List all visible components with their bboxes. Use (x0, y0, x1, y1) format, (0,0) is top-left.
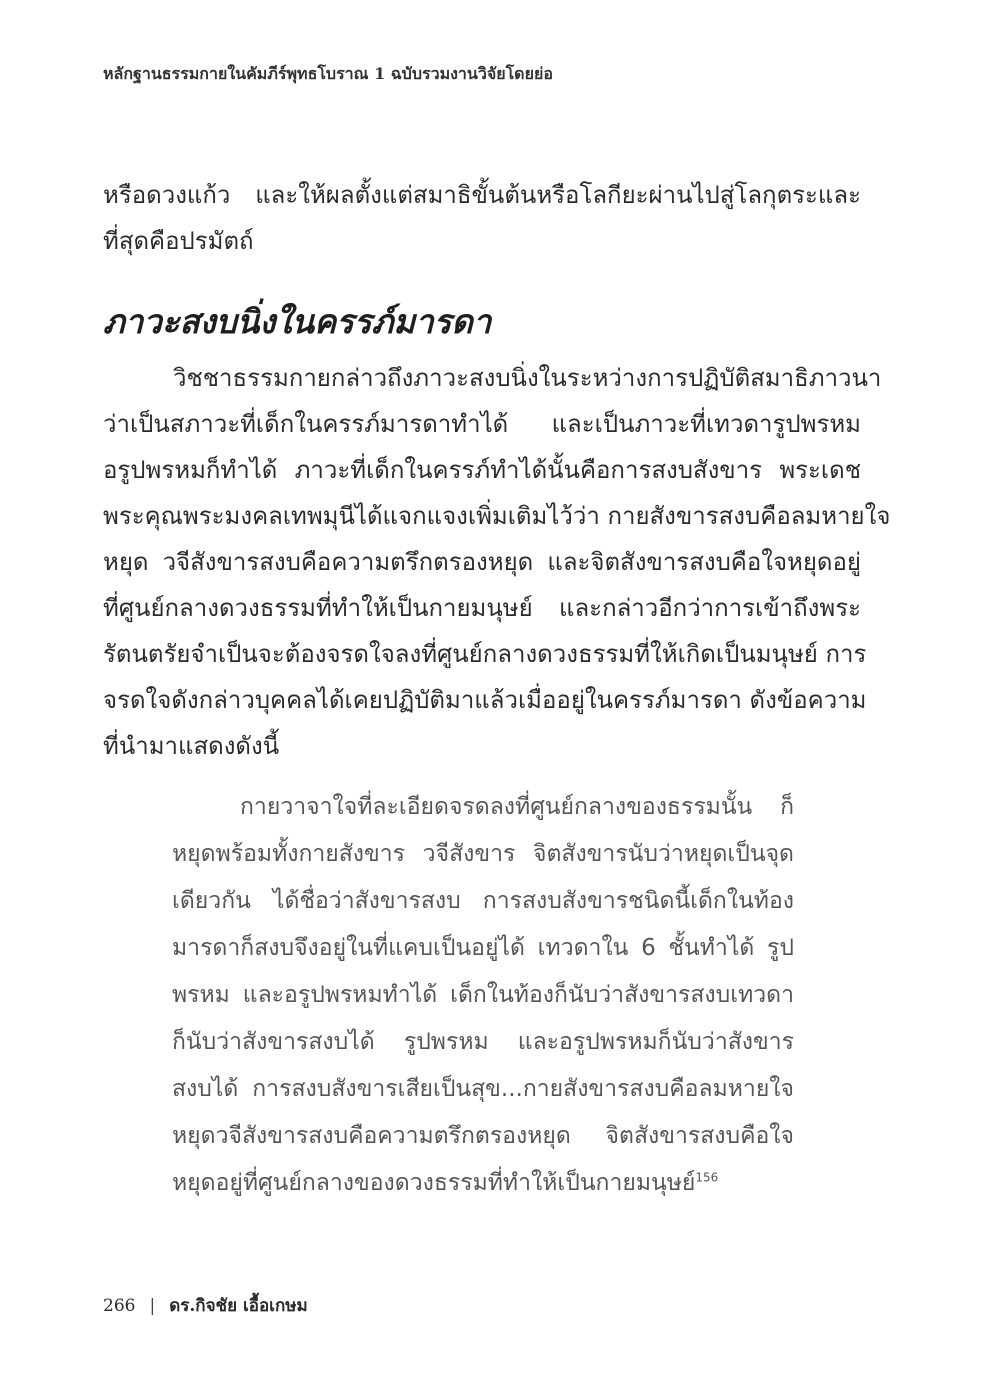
paragraph-line: หยุด วจีสังขารสงบคือความตรึกตรองหยุด และจิตสังขารสงบคือใจหยุดอยู่ (103, 548, 861, 576)
page-number: 266 (103, 1296, 136, 1316)
quote-line: หยุดวจีสังขารสงบคือความตรึกตรองหยุด จิตสังขารสงบคือใจ (172, 1123, 794, 1149)
author-name: ดร.กิจชัย เอื้อเกษม (169, 1296, 308, 1316)
paragraph-line: หรือดวงแก้ว และให้ผลตั้งแต่สมาธิขั้นต้นหรือโลกียะผ่านไปสู่โลกุตระและ (103, 181, 861, 209)
quote-line: ก็นับว่าสังขารสงบได้ รูปพรหม และอรูปพรหมก็นับว่าสังขาร (172, 1029, 794, 1055)
intro-paragraph (103, 172, 861, 264)
paragraph-line: รัตนตรัยจำเป็นจะต้องจรดใจลงที่ศูนย์กลางดวงธรรมที่ให้เกิดเป็นมนุษย์ การ (103, 640, 867, 668)
body-paragraph (103, 355, 891, 769)
paragraph-line: จรดใจดังกล่าวบุคคลได้เคยปฏิบัติมาแล้วเมื่ออยู่ในครรภ์มารดา ดังข้อความ (103, 686, 867, 714)
block-quote (172, 784, 794, 1207)
paragraph-line: อรูปพรหมก็ทำได้ ภาวะที่เด็กในครรภ์ทำได้นั้นคือการสงบสังขาร พระเดช (103, 456, 861, 484)
quote-line-text: หยุดอยู่ที่ศูนย์กลางของดวงธรรมที่ทำให้เป็นกายมนุษย์ (172, 1170, 696, 1196)
quote-line: มารดาก็สงบจึงอยู่ในที่แคบเป็นอยู่ได้ เทวดาใน 6 ชั้นทำได้ รูป (172, 935, 794, 961)
quote-line: หยุดพร้อมทั้งกายสังขาร วจีสังขาร จิตสังขารนับว่าหยุดเป็นจุด (172, 841, 794, 867)
paragraph-line: พระคุณพระมงคลเทพมุนีได้แจกแจงเพิ่มเติมไว้ว่า กายสังขารสงบคือลมหายใจ (103, 502, 891, 530)
page-footer (103, 1294, 308, 1318)
footer-separator: | (149, 1296, 156, 1316)
quote-line-last (172, 1160, 794, 1207)
running-header: หลักฐานธรรมกายในคัมภีร์พุทธโบราณ 1 ฉบับรวมงานวิจัยโดยย่อ (103, 64, 553, 83)
paragraph-line: ว่าเป็นสภาวะที่เด็กในครรภ์มารดาทำได้ และเป็นภาวะที่เทวดารูปพรหม (103, 410, 861, 438)
paragraph-line: วิชชาธรรมกายกล่าวถึงภาวะสงบนิ่งในระหว่างการปฏิบัติสมาธิภาวนา (173, 364, 882, 392)
paragraph-line: ที่ศูนย์กลางดวงธรรมที่ทำให้เป็นกายมนุษย์ และกล่าวอีกว่าการเข้าถึงพระ (103, 594, 861, 622)
paragraph-line: ที่สุดคือปรมัตถ์ (103, 227, 254, 255)
quote-line: พรหม และอรูปพรหมทำได้ เด็กในท้องก็นับว่าสังขารสงบเทวดา (172, 982, 794, 1008)
quote-line: เดียวกัน ได้ชื่อว่าสังขารสงบ การสงบสังขารชนิดนี้เด็กในท้อง (172, 888, 794, 914)
quote-line: กายวาจาใจที่ละเอียดจรดลงที่ศูนย์กลางของธรรมนั้น ก็ (240, 794, 794, 820)
paragraph-line: ที่นำมาแสดงดังนี้ (103, 732, 280, 760)
section-heading: ภาวะสงบนิ่งในครรภ์มารดา (103, 302, 492, 341)
footnote-reference[interactable]: 156 (695, 1170, 719, 1185)
quote-line: สงบได้ การสงบสังขารเสียเป็นสุข...กายสังขารสงบคือลมหายใจ (172, 1076, 794, 1102)
